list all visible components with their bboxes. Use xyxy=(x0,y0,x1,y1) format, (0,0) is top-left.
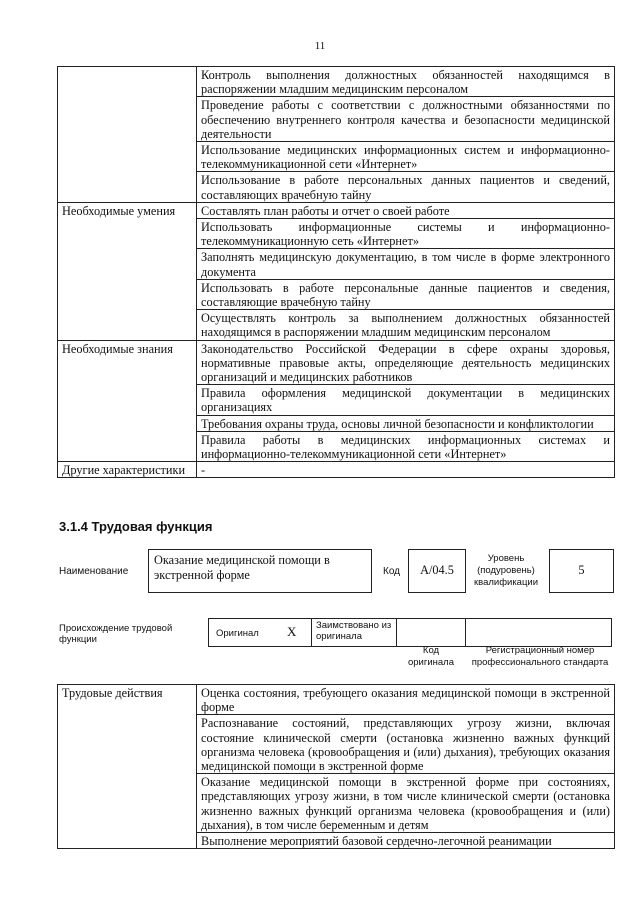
borrowed-label: Заимствовано из оригинала xyxy=(316,620,392,642)
table-row xyxy=(58,67,615,97)
row-item: Осуществлять контроль за выполнением должностных обязанностей находящимся в распоряжении младшим медицинским персоналом xyxy=(197,310,615,340)
row-item: Использование медицинских информационных систем и информационно-телекоммуникационной сети «Интернет» xyxy=(197,142,615,172)
skills-knowledge-table xyxy=(57,66,615,478)
row-item: Проведение работы с соответствии с должностными обязанностями по обеспечению внутреннего контроля качества и безопасности медицинской деятельности xyxy=(197,97,615,142)
origin-code-caption: Код оригинала xyxy=(407,645,454,668)
row-label: Другие характеристики xyxy=(58,462,197,478)
row-item: Использовать в работе персональные данные пациентов и сведения, составляющие врачебную тайну xyxy=(197,279,615,309)
original-mark: X xyxy=(287,624,297,639)
reg-number-caption: Регистрационный номер профессионального стандарта xyxy=(471,645,609,668)
row-label: Необходимые умения xyxy=(58,202,197,340)
row-label: Трудовые действия xyxy=(58,685,197,849)
row-label xyxy=(58,67,197,203)
row-item: Составлять план работы и отчет о своей работе xyxy=(197,202,615,218)
code-label: Код xyxy=(383,566,401,577)
row-item: Контроль выполнения должностных обязанностей находящимся в распоряжении младшим медицинским персоналом xyxy=(197,67,615,97)
row-item: Правила оформления медицинской документации в медицинских организациях xyxy=(197,385,615,415)
row-item: Распознавание состояний, представляющих угрозу жизни, включая состояние клинической смерти (остановка жизненно важных функций организма человека (кровообращения и (или) дыхания), требующих оказания медицинской помощи в экстренной форме xyxy=(197,715,615,774)
name-value: Оказание медицинской помощи в экстренной форме xyxy=(154,553,330,582)
level-value: 5 xyxy=(578,563,585,577)
table-row xyxy=(58,462,615,478)
origin-divider-1 xyxy=(311,618,312,647)
row-label: Необходимые знания xyxy=(58,340,197,462)
level-label: Уровень (подуровень) квалификации xyxy=(473,553,539,588)
row-item: Оценка состояния, требующего оказания медицинской помощи в экстренной форме xyxy=(197,685,615,715)
origin-label: Происхождение трудовой функции xyxy=(59,623,173,645)
original-label: Оригинал xyxy=(216,628,259,639)
row-item: Использовать информационные системы и информационно-телекоммуникационную сеть «Интернет» xyxy=(197,219,615,249)
row-item: Использование в работе персональных данных пациентов и сведений, составляющих врачебную тайну xyxy=(197,172,615,202)
row-item: Заполнять медицинскую документацию, в том числе в форме электронного документа xyxy=(197,249,615,279)
labor-actions-table xyxy=(57,684,615,849)
table-row xyxy=(58,202,615,218)
name-label: Наименование xyxy=(59,566,129,577)
row-item: Законодательство Российской Федерации в сфере охраны здоровья, нормативные правовые акты, определяющие деятельность медицинских организаций и медицинских работников xyxy=(197,340,615,385)
row-item: Оказание медицинской помощи в экстренной форме при состояниях, представляющих угрозу жизни, в том числе клинической смерти (остановка жизненно важных функций организма человека (кровообращения и (или) дыхания), в том числе беременным и детям xyxy=(197,774,615,833)
level-value-box xyxy=(549,549,614,593)
origin-divider-3 xyxy=(465,618,466,647)
row-item: Выполнение мероприятий базовой сердечно-легочной реанимации xyxy=(197,833,615,849)
row-item: Правила работы в медицинских информационных системах и информационно-телекоммуникационной сети «Интернет» xyxy=(197,431,615,461)
table-row xyxy=(58,340,615,385)
origin-box xyxy=(208,618,612,647)
section-title: 3.1.4 Трудовая функция xyxy=(59,519,213,534)
table-row xyxy=(58,685,615,715)
origin-divider-2 xyxy=(396,618,397,647)
page-number: 11 xyxy=(314,40,326,52)
name-value-box xyxy=(148,549,372,593)
code-value: A/04.5 xyxy=(420,563,454,577)
code-value-box xyxy=(408,549,466,593)
row-item: - xyxy=(197,462,615,478)
row-item: Требования охраны труда, основы личной безопасности и конфликтологии xyxy=(197,415,615,431)
